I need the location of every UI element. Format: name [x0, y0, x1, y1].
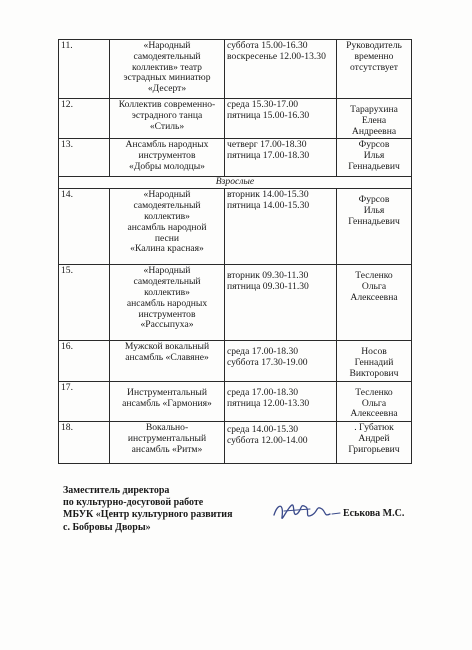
table-row [59, 265, 412, 341]
schedule-time: суббота 15.00-16.30 воскресенье 12.00-13.30 [225, 40, 337, 99]
row-number: 15. [59, 265, 110, 341]
leader-name: Фурсов Илья Геннадьевич [337, 139, 412, 177]
organization-line: МБУК «Центр культурного развития [63, 509, 233, 521]
schedule-time: среда 17.00-18.30 пятница 12.00-13.30 [225, 381, 337, 421]
schedule-table [58, 39, 412, 464]
schedule-time: среда 17.00-18.30 суббота 17.30-19.00 [225, 341, 337, 381]
collective-name: Ансамбль народных инструментов «Добры молодцы» [110, 139, 225, 177]
signer-position-line: по культурно-досуговой работе [63, 497, 204, 509]
schedule-time: среда 14.00-15.30 суббота 12.00-14.00 [225, 422, 337, 464]
signature-block [63, 485, 232, 534]
row-number: 18. [59, 422, 110, 464]
collective-name: Коллектив современно- эстрадного танца «Стиль» [110, 99, 225, 139]
leader-name: Тесленко Ольга Алексеевна [337, 265, 412, 341]
leader-name: Фурсов Илья Геннадьевич [337, 189, 412, 265]
table-row [59, 341, 412, 381]
leader-name: Тесленко Ольга Алексеевна [337, 381, 412, 421]
leader-name: Тарарухина Елена Андреевна [337, 99, 412, 139]
row-number: 17. [59, 381, 110, 421]
table-row [59, 189, 412, 265]
table-row [59, 99, 412, 139]
leader-name: . Губатюк Андрей Григорьевич [337, 422, 412, 464]
schedule-time: вторник 09.30-11.30 пятница 09.30-11.30 [225, 265, 337, 341]
row-number: 16. [59, 341, 110, 381]
leader-name: Носов Геннадий Викторович [337, 341, 412, 381]
table-row [59, 40, 412, 99]
row-number: 11. [59, 40, 110, 99]
handwritten-signature [270, 497, 342, 527]
organization-line: с. Бобровы Дворы» [63, 521, 151, 533]
table-row [59, 139, 412, 177]
section-title: Взрослые [59, 177, 412, 189]
row-number: 12. [59, 99, 110, 139]
collective-name: Вокально- инструментальный ансамбль «Ритм» [110, 422, 225, 464]
schedule-time: вторник 14.00-15.30 пятница 14.00-15.30 [225, 189, 337, 265]
collective-name: «Народный самодеятельный коллектив» театр эстрадных миниатюр «Десерт» [110, 40, 225, 99]
section-row [59, 177, 412, 189]
table-row [59, 422, 412, 464]
schedule-time: среда 15.30-17.00 пятница 15.00-16.30 [225, 99, 337, 139]
collective-name: Инструментальный ансамбль «Гармония» [110, 381, 225, 421]
signer-name: Еськова М.С. [343, 508, 405, 519]
collective-name: «Народный самодеятельный коллектив» ансамбль народных инструментов «Рассыпуха» [110, 265, 225, 341]
signer-position-line: Заместитель директора [63, 485, 170, 496]
row-number: 14. [59, 189, 110, 265]
leader-name: Руководитель временно отсутствует [337, 40, 412, 99]
collective-name: Мужской вокальный ансамбль «Славяне» [110, 341, 225, 381]
row-number: 13. [59, 139, 110, 177]
table-row [59, 381, 412, 421]
collective-name: «Народный самодеятельный коллектив» ансамбль народной песни «Калина красная» [110, 189, 225, 265]
schedule-time: четверг 17.00-18.30 пятница 17.00-18.30 [225, 139, 337, 177]
